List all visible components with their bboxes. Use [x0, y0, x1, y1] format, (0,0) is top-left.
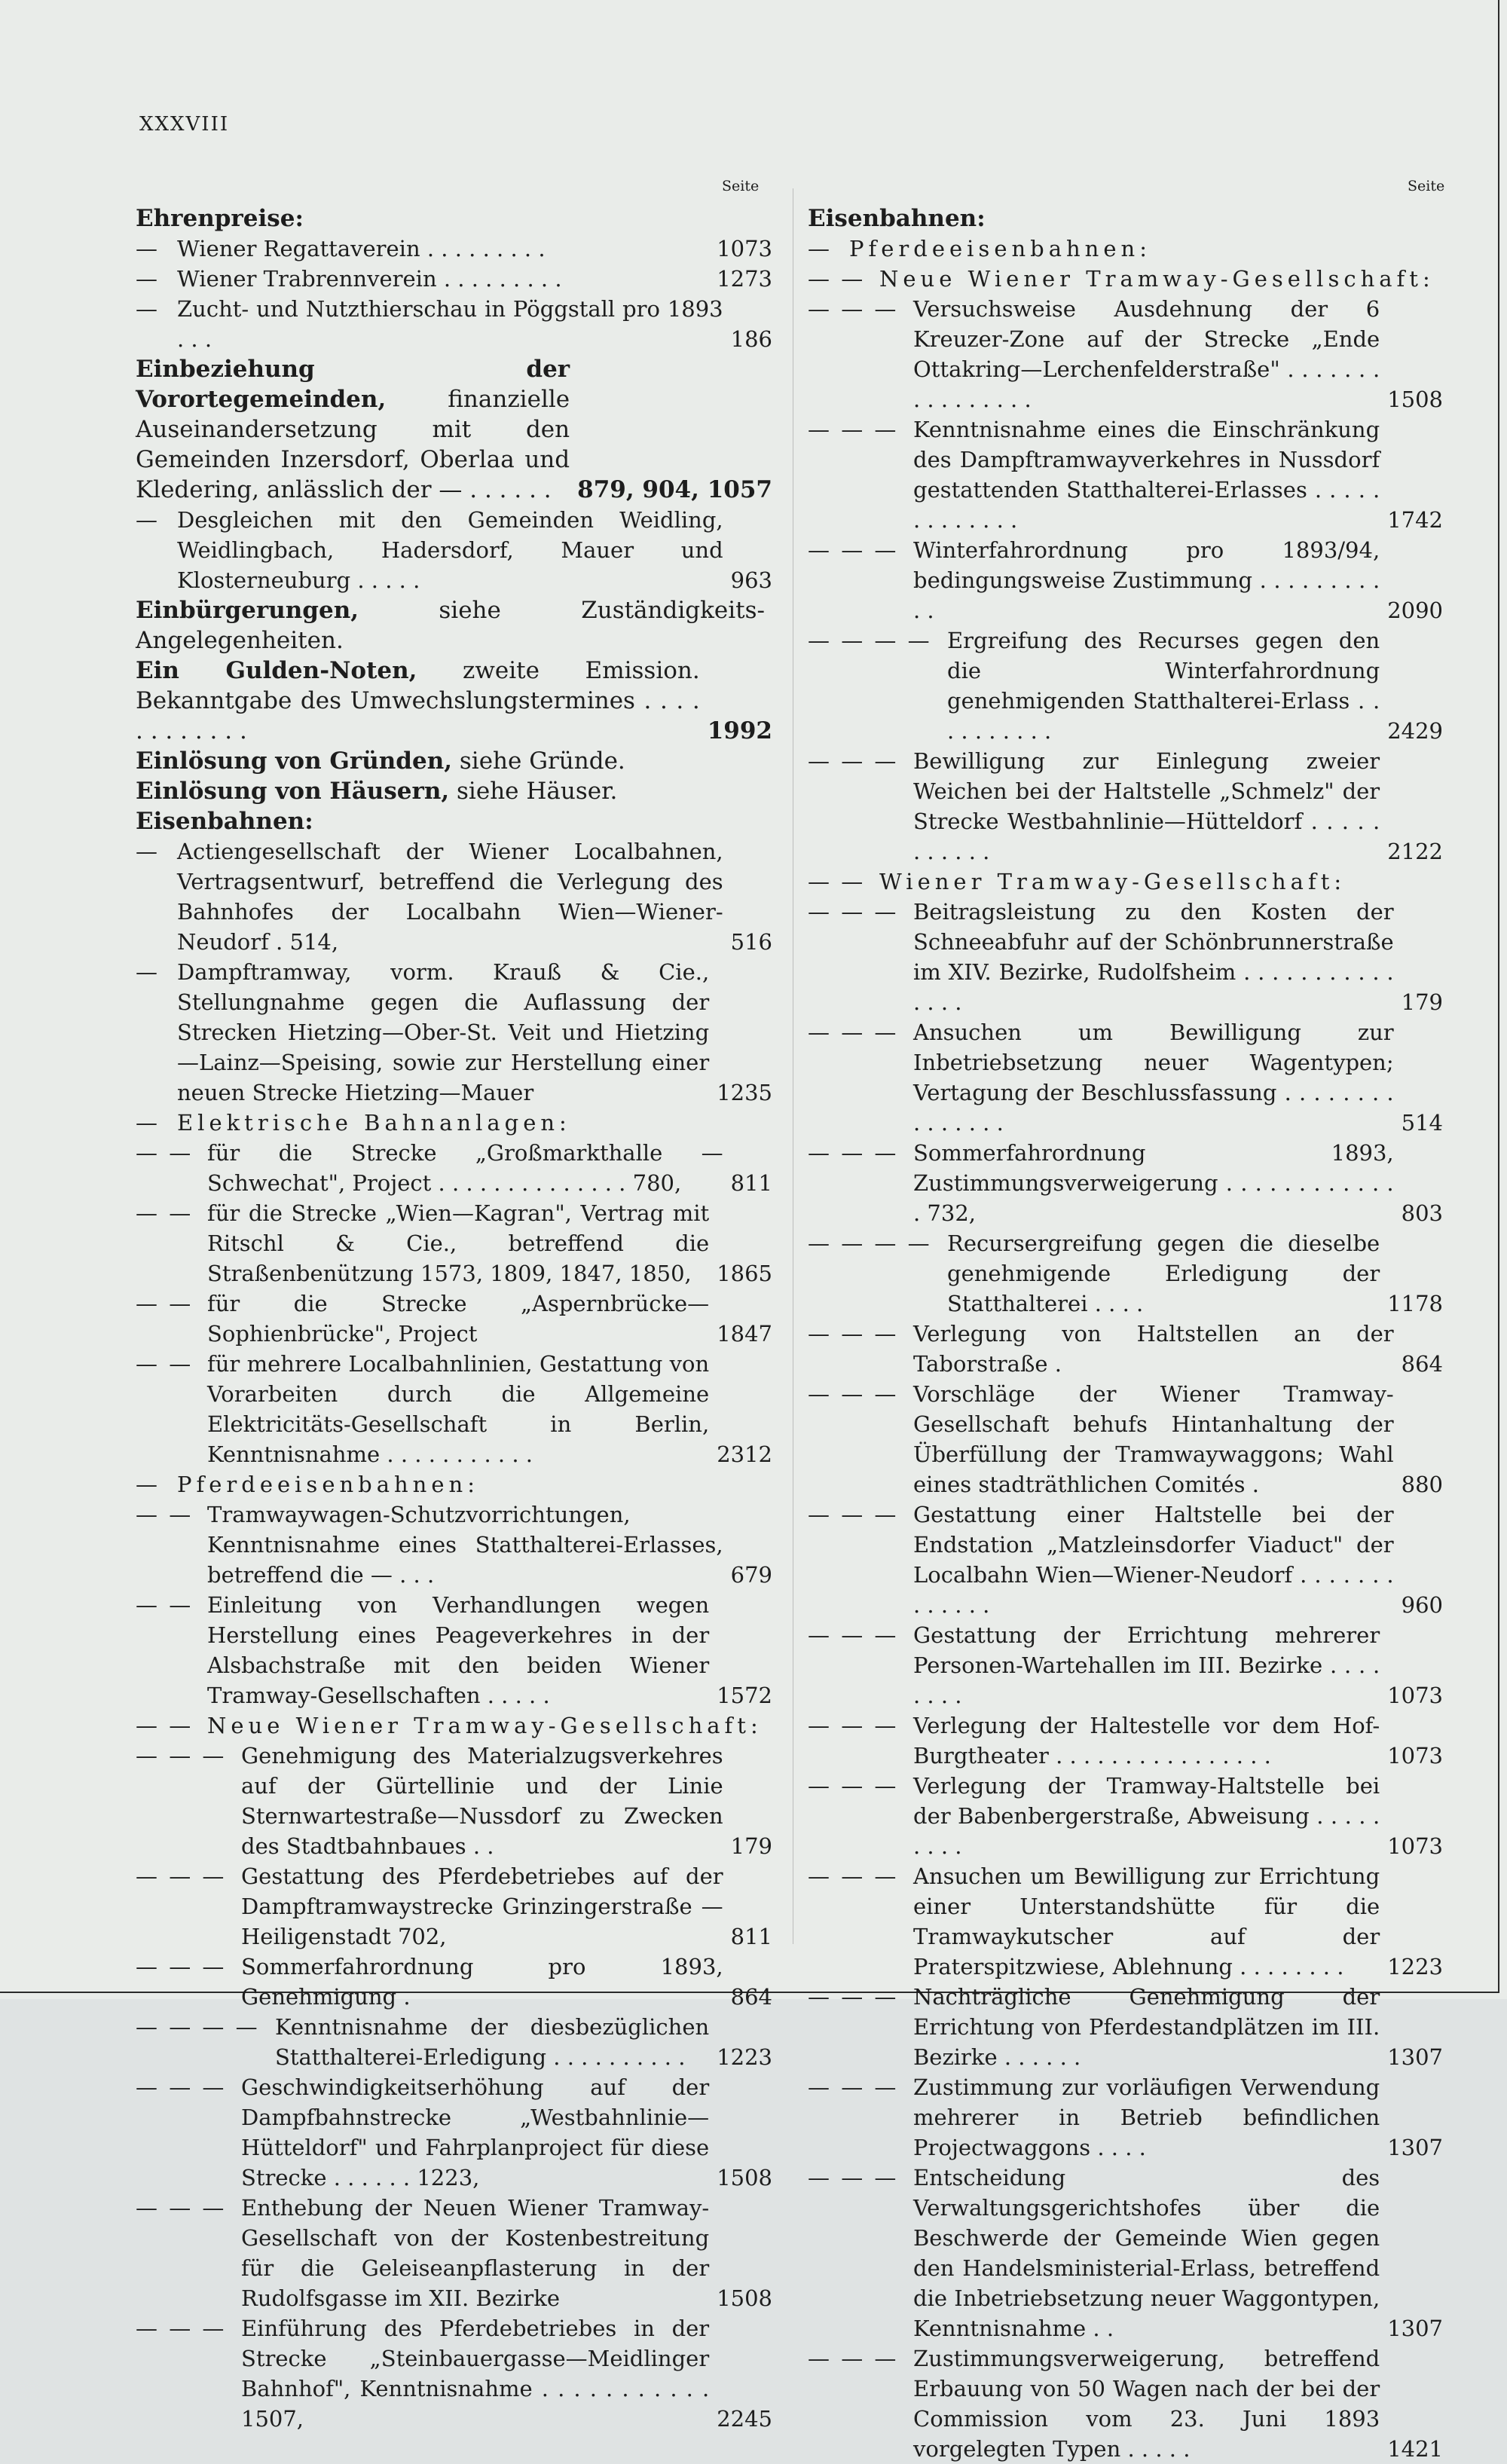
entry-dash: —	[136, 1110, 160, 1136]
page-reference: 1508	[717, 2165, 772, 2190]
entry-dash: — — —	[808, 748, 899, 774]
index-entry	[808, 1982, 1443, 2072]
entry-dash: — —	[136, 1502, 194, 1527]
seite-label-left: Seite	[722, 178, 760, 194]
entry-dash: — —	[136, 1592, 194, 1618]
entry-text: Wiener Regattaverein . . . . . . . . .	[177, 236, 546, 261]
index-heading	[136, 776, 772, 806]
entry-dash: — —	[136, 1351, 194, 1377]
entry-text: Wiener Tramway-Gesellschaft:	[879, 869, 1347, 894]
page-reference: 1421	[1387, 2436, 1443, 2462]
heading-title: Eisenbahnen:	[136, 808, 313, 835]
page-reference: 1073	[717, 236, 772, 261]
entry-dash: —	[136, 507, 160, 533]
heading-text	[136, 354, 570, 505]
entry-dash: — — —	[808, 2074, 899, 2100]
entry-text: Verlegung von Haltstellen an der Taborstraße .	[913, 1321, 1394, 1377]
index-entry	[136, 957, 772, 1108]
index-entry	[136, 2193, 772, 2313]
page-reference: 803	[1401, 1200, 1443, 1226]
page-reference: 1508	[1387, 387, 1443, 412]
entry-text: Verlegung der Haltestelle vor dem Hof-Burgtheater . . . . . . . . . . . . . . . .	[913, 1713, 1380, 1769]
page-reference: 811	[730, 1170, 772, 1196]
index-entry	[136, 1138, 772, 1198]
page-reference: 1742	[1387, 507, 1443, 533]
index-entry	[808, 2343, 1443, 2464]
page-reference: 2429	[1387, 718, 1443, 744]
page-reference: 1073	[1387, 1683, 1443, 1708]
entry-dash: — — —	[808, 417, 899, 442]
entry-dash: — —	[808, 266, 866, 292]
entry-text: Ansuchen um Bewilligung zur Inbetriebsetzung neuer Wagentypen; Vertagung der Beschlussfassung . . . . . . . . . . . . . . .	[913, 1020, 1394, 1136]
page-reference: 1307	[1387, 2316, 1443, 2341]
index-entry	[808, 625, 1443, 746]
heading-text	[136, 806, 765, 836]
entry-dash: — — —	[808, 1773, 899, 1799]
heading-rest: siehe Häuser.	[449, 778, 618, 805]
entry-dash: — — —	[808, 1020, 899, 1045]
index-entry	[136, 1198, 772, 1289]
index-entry	[808, 867, 1443, 897]
entry-text: Gestattung der Errichtung mehrerer Personen-Wartehallen im III. Bezirke . . . . . . . .	[913, 1622, 1380, 1708]
index-entry	[808, 746, 1443, 867]
entry-text: Einleitung von Verhandlungen wegen Herstellung eines Peageverkehres in der Alsbachstraße mit den beiden Wiener Tramway-Gesellschaften . . . . .	[207, 1592, 710, 1708]
entry-dash: — — —	[808, 1321, 899, 1347]
entry-dash: —	[136, 839, 160, 864]
page-reference: 1508	[717, 2285, 772, 2311]
page-reference: 1235	[717, 1080, 772, 1105]
page-reference: 879, 904, 1057	[577, 476, 772, 503]
entry-text: für die Strecke „Aspernbrücke—Sophienbrücke", Project	[207, 1291, 710, 1347]
page-reference: 1223	[717, 2044, 772, 2070]
page-reference: 1223	[1387, 1954, 1443, 1979]
page-reference: 1273	[717, 266, 772, 292]
entry-dash: — — —	[808, 1863, 899, 1889]
index-entry	[136, 1590, 772, 1710]
entry-dash: — — —	[808, 1622, 899, 1648]
page-number: XXXVIII	[139, 113, 230, 136]
index-entry	[808, 897, 1443, 1017]
entry-text: Zucht- und Nutzthierschau in Pöggstall pro 1893 . . .	[177, 296, 723, 352]
heading-title: Ehrenpreise:	[136, 205, 304, 232]
index-entry	[808, 1620, 1443, 1710]
page-reference: 1073	[1387, 1833, 1443, 1859]
entry-dash: — — —	[808, 899, 899, 925]
index-entry	[136, 1710, 772, 1741]
heading-title: Einbürgerungen,	[136, 597, 359, 624]
page-reference: 2312	[717, 1441, 772, 1467]
entry-text: Nachträgliche Genehmigung der Errichtung von Pferdestandplätzen im III. Bezirke . . . . . .	[913, 1984, 1380, 2070]
entry-text: Geschwindigkeitserhöhung auf der Dampfbahnstrecke „Westbahnlinie—Hütteldorf" und Fahrplanproject für diese Strecke . . . . . . 1223,	[241, 2074, 710, 2190]
index-entry	[136, 2313, 772, 2434]
page-reference: 1847	[717, 1321, 772, 1347]
page-reference: 1307	[1387, 2135, 1443, 2160]
entry-dash: — —	[136, 1291, 194, 1316]
entry-text: Winterfahrordnung pro 1893/94, bedingungsweise Zustimmung . . . . . . . . . . .	[913, 537, 1380, 623]
entry-dash: — — —	[808, 296, 899, 322]
heading-rest: finanzielle Auseinandersetzung mit den Gemeinden Inzersdorf, Oberlaa und Kledering, anlässlich der — . . . . . .	[136, 386, 570, 503]
index-heading	[136, 203, 772, 234]
page-reference: 516	[730, 929, 772, 955]
entry-dash: — — —	[136, 2074, 227, 2100]
heading-rest: zweite Emission. Bekanntgabe des Umwechslungstermines . . . . . . . . . . . .	[136, 657, 700, 744]
entry-text: Zustimmungsverweigerung, betreffend Erbauung von 50 Wagen nach der bei der Commission vom 23. Juni 1893 vorgelegten Typen . . . . .	[913, 2346, 1380, 2462]
right-column	[808, 203, 1443, 2464]
page-reference: 864	[1401, 1351, 1443, 1377]
entry-text: Ergreifung des Recurses gegen den die Winterfahrordnung genehmigenden Statthalterei-Erlass . . . . . . . . . .	[947, 628, 1380, 744]
index-heading	[136, 746, 772, 776]
entry-dash: — — —	[136, 1954, 227, 1979]
entry-text: Genehmigung des Materialzugsverkehres auf der Gürtellinie und der Linie Sternwartestraße—Nussdorf zu Zwecken des Stadtbahnbaues . .	[241, 1743, 723, 1859]
entry-dash: — — —	[136, 1743, 227, 1769]
heading-text	[136, 656, 700, 746]
heading-title: Einlösung von Gründen,	[136, 747, 453, 775]
entry-dash: — — —	[808, 1381, 899, 1407]
index-entry	[808, 1319, 1443, 1379]
entry-dash: — — — —	[136, 2014, 260, 2040]
index-entry	[136, 836, 772, 957]
entry-text: Kenntnisnahme eines die Einschränkung des Dampftramwayverkehres in Nussdorf gestattenden Statthalterei-Erlasses . . . . . . . . . . . . .	[913, 417, 1380, 533]
heading-title: Einlösung von Häusern,	[136, 778, 450, 805]
index-entry	[808, 1138, 1443, 1228]
index-heading	[136, 806, 772, 836]
entry-text: für mehrere Localbahnlinien, Gestattung von Vorarbeiten durch die Allgemeine Elektricitäts-Gesellschaft in Berlin, Kenntnisnahme . . . . . . . . . . .	[207, 1351, 710, 1467]
entry-text: Actiengesellschaft der Wiener Localbahnen, Vertragsentwurf, betreffend die Verlegung des Bahnhofes der Localbahn Wien—Wiener-Neudorf . 514,	[177, 839, 723, 955]
index-heading	[808, 203, 1443, 234]
index-entry	[808, 2072, 1443, 2163]
entry-text: Verlegung der Tramway-Haltstelle bei der Babenbergerstraße, Abweisung . . . . . . . . .	[913, 1773, 1380, 1859]
heading-text	[136, 595, 765, 656]
entry-text: Tramwaywagen-Schutzvorrichtungen, Kenntnisnahme eines Statthalterei-Erlasses, betreffend die — . . .	[207, 1502, 723, 1588]
entry-text: Wiener Trabrennverein . . . . . . . . .	[177, 266, 562, 292]
index-entry	[808, 414, 1443, 535]
page-reference: 679	[730, 1562, 772, 1588]
entry-dash: — — —	[808, 2165, 899, 2190]
index-entry	[808, 1710, 1443, 1771]
heading-title: Ein Gulden-Noten,	[136, 657, 417, 684]
index-entry	[808, 535, 1443, 625]
entry-dash: — — —	[808, 537, 899, 563]
entry-dash: —	[136, 236, 160, 261]
entry-text: Bewilligung zur Einlegung zweier Weichen bei der Haltstelle „Schmelz" der Strecke Westbahnlinie—Hütteldorf . . . . . . . . . . .	[913, 748, 1380, 864]
index-entry	[808, 264, 1443, 294]
heading-text	[808, 203, 1435, 234]
entry-text: Enthebung der Neuen Wiener Tramway-Gesellschaft von der Kostenbestreitung für die Geleiseanpflasterung in der Rudolfsgasse im XII. Bezirke	[241, 2195, 710, 2311]
index-entry	[136, 264, 772, 294]
index-entry	[808, 1379, 1443, 1499]
entry-dash: — — —	[808, 1140, 899, 1166]
index-entry	[808, 234, 1443, 264]
page-reference: 1178	[1387, 1291, 1443, 1316]
index-heading	[136, 354, 772, 505]
entry-text: Desgleichen mit den Gemeinden Weidling, Weidlingbach, Hadersdorf, Mauer und Klosterneuburg . . . . .	[177, 507, 723, 593]
entry-dash: — — —	[136, 2316, 227, 2341]
index-entry	[808, 1499, 1443, 1620]
heading-rest: siehe Zuständigkeits-Angelegenheiten.	[136, 597, 765, 654]
entry-text: Sommerfahrordnung 1893, Zustimmungsverweigerung . . . . . . . . . . . . . 732,	[913, 1140, 1394, 1226]
page-reference: 963	[730, 567, 772, 593]
index-entry	[136, 1289, 772, 1349]
entry-dash: — — —	[808, 1984, 899, 2010]
page-reference: 2245	[717, 2406, 772, 2432]
page-reference: 179	[730, 1833, 772, 1859]
page-reference: 186	[730, 326, 772, 352]
entry-dash: — — — —	[808, 1230, 932, 1256]
index-heading	[136, 595, 772, 656]
entry-dash: — —	[136, 1200, 194, 1226]
index-entry	[136, 234, 772, 264]
index-entry	[808, 294, 1443, 414]
entry-dash: — — —	[808, 1502, 899, 1527]
entry-text: Recursergreifung gegen die dieselbe genehmigende Erledigung der Statthalterei . . . .	[947, 1230, 1380, 1316]
index-entry	[136, 505, 772, 595]
entry-text: Zustimmung zur vorläufigen Verwendung mehrerer in Betrieb befindlichen Projectwaggons . . . .	[913, 2074, 1380, 2160]
page-reference: 960	[1401, 1592, 1443, 1618]
entry-text: für die Strecke „Wien—Kagran", Vertrag mit Ritschl & Cie., betreffend die Straßenbenützung 1573, 1809, 1847, 1850,	[207, 1200, 710, 1286]
entry-text: Sommerfahrordnung pro 1893, Genehmigung .	[241, 1954, 723, 2010]
page-reference: 1073	[1387, 1743, 1443, 1769]
heading-rest: siehe Gründe.	[452, 747, 625, 775]
entry-dash: —	[136, 296, 160, 322]
entry-dash: —	[136, 959, 160, 985]
entry-dash: —	[136, 266, 160, 292]
page-reference: 811	[730, 1924, 772, 1949]
page-reference: 2090	[1387, 598, 1443, 623]
index-entry	[136, 1469, 772, 1499]
index-entry	[808, 1017, 1443, 1138]
index-entry	[136, 1741, 772, 1861]
entry-text: Elektrische Bahnanlagen:	[177, 1110, 571, 1136]
index-heading	[136, 656, 772, 746]
entry-text: Versuchsweise Ausdehnung der 6 Kreuzer-Zone auf der Strecke „Ende Ottakring—Lerchenfelderstraße" . . . . . . . . . . . . . . . .	[913, 296, 1380, 412]
entry-dash: — — —	[136, 2195, 227, 2221]
entry-dash: — — —	[136, 1863, 227, 1889]
entry-text: Kenntnisnahme der diesbezüglichen Statthalterei-Erledigung . . . . . . . . . .	[275, 2014, 710, 2070]
index-entry	[136, 1861, 772, 1952]
page-reference: 1572	[717, 1683, 772, 1708]
entry-text: Vorschläge der Wiener Tramway-Gesellschaft behufs Hintanhaltung der Überfüllung der Tramwaywaggons; Wahl eines stadträthlichen Comités .	[913, 1381, 1394, 1497]
index-entry	[808, 1228, 1443, 1319]
entry-text: Beitragsleistung zu den Kosten der Schneeabfuhr auf der Schönbrunnerstraße im XIV. Bezirke, Rudolfsheim . . . . . . . . . . . . . . .	[913, 899, 1394, 1015]
entry-dash: — —	[136, 1713, 194, 1738]
entry-dash: —	[136, 1472, 160, 1497]
entry-text: Neue Wiener Tramway-Gesellschaft:	[207, 1713, 763, 1738]
entry-text: Neue Wiener Tramway-Gesellschaft:	[879, 266, 1435, 292]
entry-text: Dampftramway, vorm. Krauß & Cie., Stellungnahme gegen die Auflassung der Strecken Hietzing—Ober-St. Veit und Hietzing—Lainz—Speising, sowie zur Herstellung einer neuen Strecke Hietzing—Mauer	[177, 959, 710, 1105]
entry-text: Ansuchen um Bewilligung zur Errichtung einer Unterstandshütte für die Tramwaykutscher auf der Praterspitzwiese, Ablehnung . . . . . . . .	[913, 1863, 1380, 1979]
index-entry	[136, 2072, 772, 2193]
entry-dash: — —	[136, 1140, 194, 1166]
heading-text	[136, 746, 765, 776]
left-column	[136, 203, 772, 2434]
entry-text: Gestattung einer Haltstelle bei der Endstation „Matzleinsdorfer Viaduct" der Localbahn Wien—Wiener-Neudorf . . . . . . . . . . . . .	[913, 1502, 1394, 1618]
index-entry	[136, 1499, 772, 1590]
entry-text: für die Strecke „Großmarkthalle — Schwechat", Project . . . . . . . . . . . . . . 780,	[207, 1140, 723, 1196]
page-reference: 514	[1401, 1110, 1443, 1136]
heading-title: Eisenbahnen:	[808, 205, 986, 232]
entry-text: Pferdeeisenbahnen:	[177, 1472, 479, 1497]
page-reference: 880	[1401, 1472, 1443, 1497]
page-reference: 2122	[1387, 839, 1443, 864]
index-entry	[808, 2163, 1443, 2343]
entry-dash: —	[808, 236, 832, 261]
index-entry	[136, 1108, 772, 1138]
index-entry	[136, 2012, 772, 2072]
index-entry	[808, 1771, 1443, 1861]
page-reference: 179	[1401, 989, 1443, 1015]
index-entry	[136, 1349, 772, 1469]
index-entry	[808, 1861, 1443, 1982]
entry-text: Gestattung des Pferdebetriebes auf der Dampftramwaystrecke Grinzingerstraße — Heiligenstadt 702,	[241, 1863, 723, 1949]
entry-text: Entscheidung des Verwaltungsgerichtshofes über die Beschwerde der Gemeinde Wien gegen den Handelsministerial-Erlass, betreffend die Inbetriebsetzung neuer Waggontypen, Kenntnisnahme . .	[913, 2165, 1380, 2341]
entry-dash: — — — —	[808, 628, 932, 653]
heading-text	[136, 776, 765, 806]
page-reference: 1865	[717, 1261, 772, 1286]
heading-text	[136, 203, 765, 234]
entry-dash: — — —	[808, 1713, 899, 1738]
index-entry	[136, 294, 772, 354]
entry-text: Pferdeeisenbahnen:	[849, 236, 1151, 261]
index-entry	[136, 1952, 772, 2012]
page-reference: 1992	[707, 717, 772, 744]
entry-dash: — —	[808, 869, 866, 894]
entry-text: Einführung des Pferdebetriebes in der Strecke „Steinbauergasse—Meidlinger Bahnhof", Kenntnisnahme . . . . . . . . . . . 1507,	[241, 2316, 710, 2432]
heading-title: Einbeziehung der Vorortegemeinden,	[136, 356, 570, 413]
page-reference: 864	[730, 1984, 772, 2010]
page-reference: 1307	[1387, 2044, 1443, 2070]
entry-dash: — — —	[808, 2346, 899, 2371]
seite-label-right: Seite	[1408, 178, 1445, 194]
